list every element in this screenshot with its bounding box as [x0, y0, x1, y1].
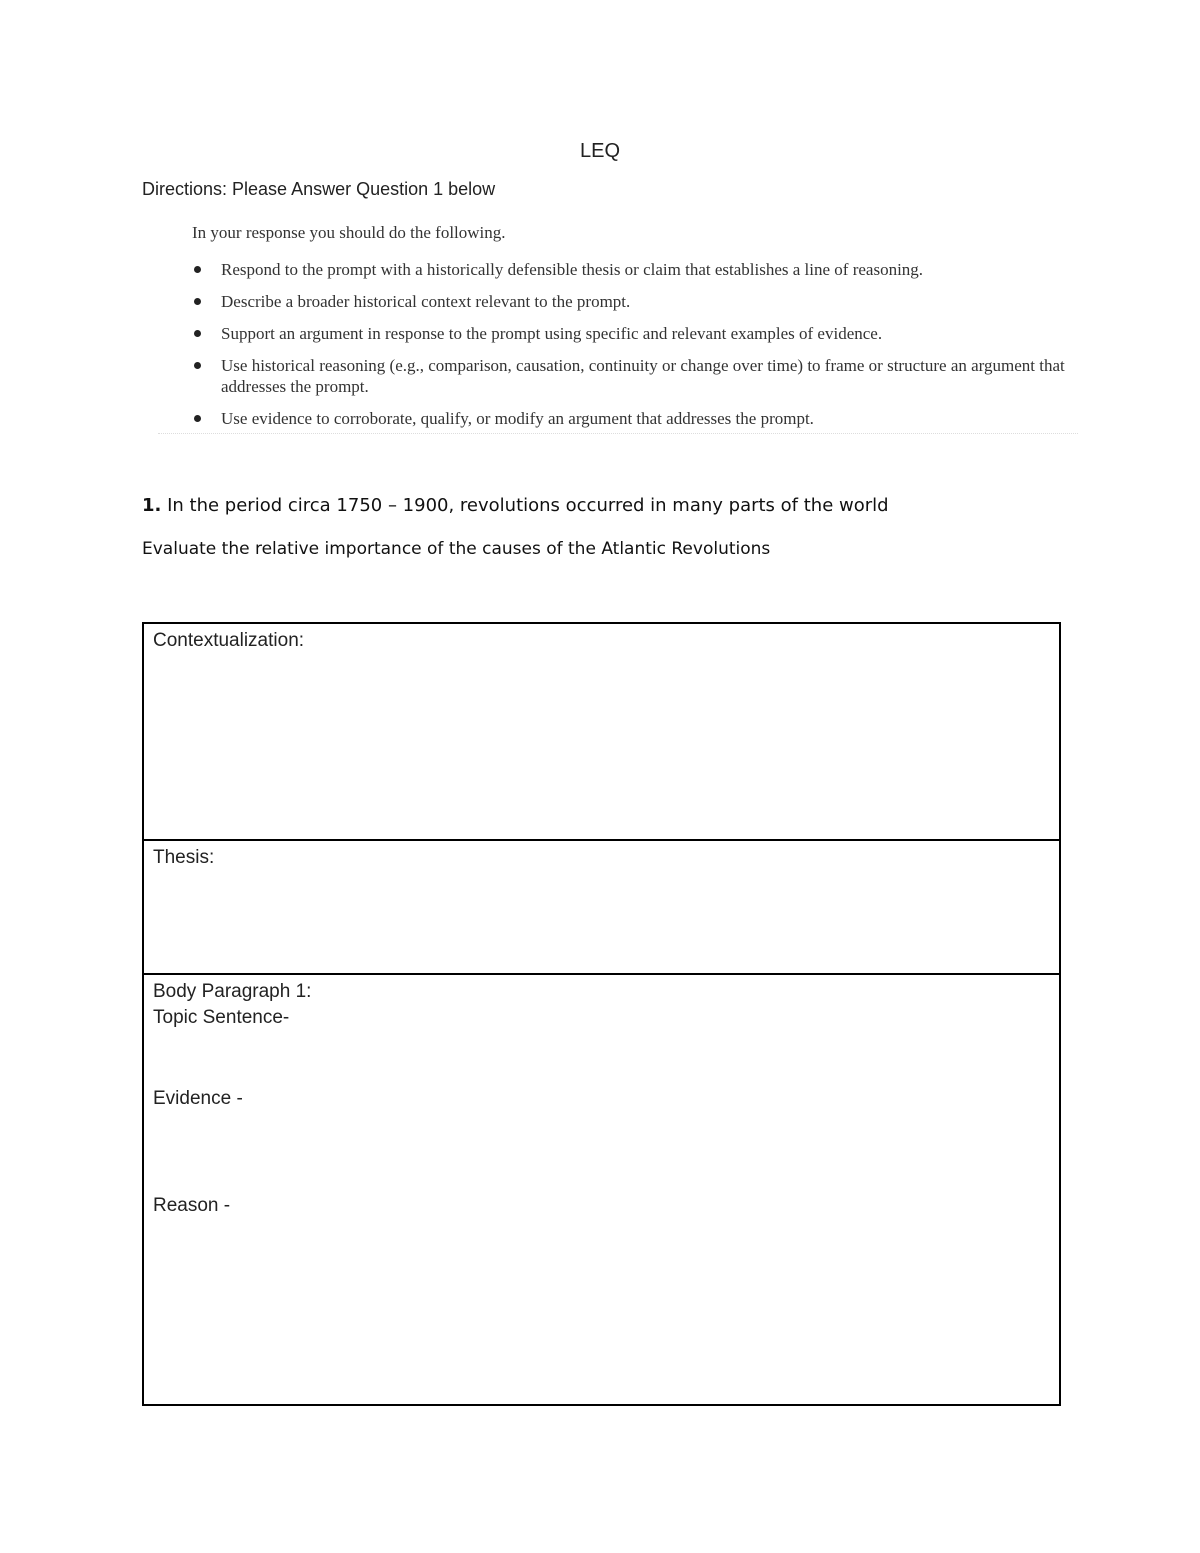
- instruction-text: Describe a broader historical context relevant to the prompt.: [221, 292, 631, 311]
- topic-sentence-label: Topic Sentence-: [153, 1007, 290, 1028]
- instruction-item: [192, 291, 1072, 312]
- bullet-icon: [194, 330, 201, 337]
- question-prompt: Evaluate the relative importance of the causes of the Atlantic Revolutions: [142, 539, 771, 559]
- bullet-icon: [194, 298, 201, 305]
- instruction-text: Use evidence to corroborate, qualify, or modify an argument that addresses the prompt.: [221, 409, 814, 428]
- evidence-label: Evidence -: [153, 1088, 243, 1109]
- bullet-icon: [194, 415, 201, 422]
- directions-text: Directions: Please Answer Question 1 below: [142, 179, 496, 199]
- instruction-item: [192, 259, 1072, 280]
- answer-table: [142, 622, 1061, 1406]
- body-paragraph-label: Body Paragraph 1:: [153, 981, 312, 1002]
- reason-label: Reason -: [153, 1195, 231, 1216]
- contextualization-cell[interactable]: [144, 624, 1059, 841]
- bullet-icon: [194, 362, 201, 369]
- instruction-item: [192, 355, 1072, 397]
- instructions-list: [192, 259, 1072, 440]
- question-text: In the period circa 1750 – 1900, revolutions occurred in many parts of the world: [161, 495, 889, 516]
- thesis-label: Thesis:: [153, 847, 215, 868]
- instruction-item: [192, 408, 1072, 429]
- question-number: 1.: [142, 495, 162, 516]
- page-title: LEQ: [579, 140, 621, 162]
- instruction-item: [192, 323, 1072, 344]
- instructions-heading: In your response you should do the following.: [192, 223, 506, 242]
- contextualization-label: Contextualization:: [153, 630, 305, 651]
- instruction-text: Respond to the prompt with a historically defensible thesis or claim that establishes a line of reasoning.: [221, 260, 924, 279]
- instructions-box: [158, 215, 1078, 434]
- instruction-text: Use historical reasoning (e.g., comparison, causation, continuity or change over time) to frame or structure an argument that addresses the prompt.: [221, 356, 1065, 396]
- body-paragraph-1-cell[interactable]: [144, 975, 1059, 1404]
- question-1: [142, 495, 889, 516]
- instruction-text: Support an argument in response to the prompt using specific and relevant examples of evidence.: [221, 324, 883, 343]
- thesis-cell[interactable]: [144, 841, 1059, 975]
- bullet-icon: [194, 266, 201, 273]
